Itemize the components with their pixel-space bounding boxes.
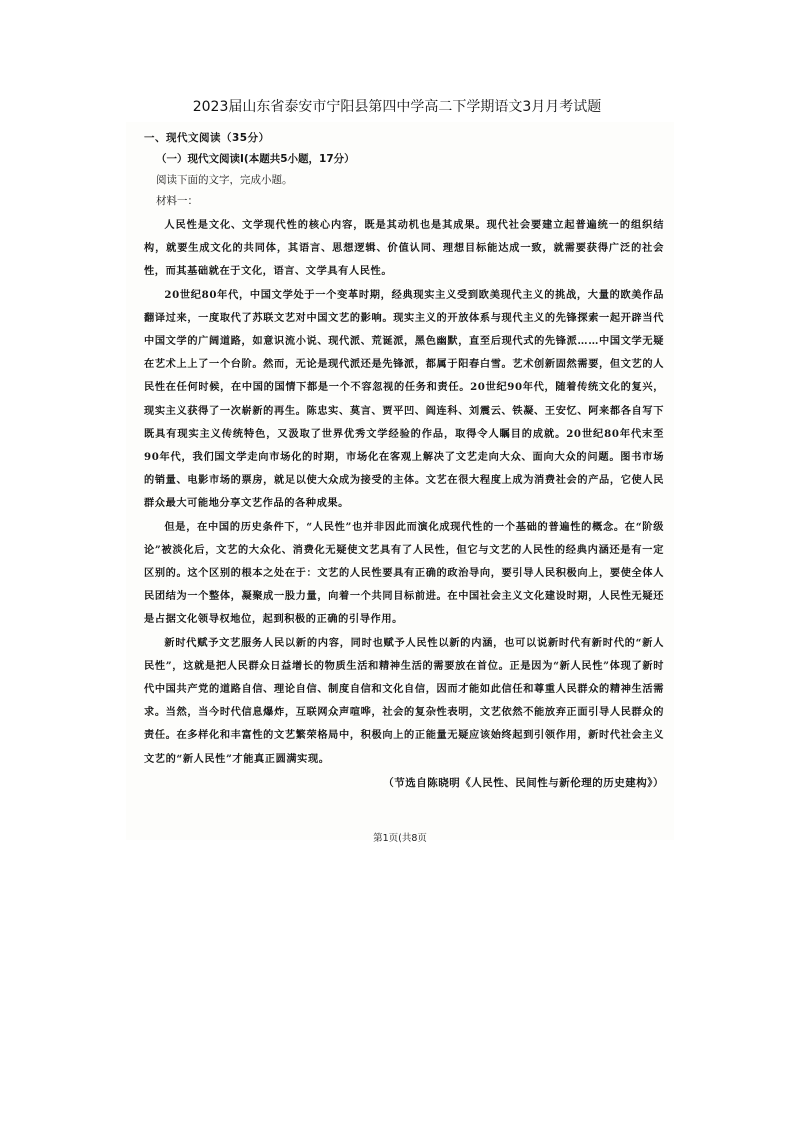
- scanned-page: [126, 122, 674, 844]
- material-label: 材料一：: [156, 195, 198, 207]
- paragraph: 但是，在中国的历史条件下，“人民性”也并非因此而演化成现代性的一个基础的普遍性的概念。在“阶级论”被淡化后，文艺的大众化、消费化无疑使文艺具有了人民性，但它与文艺的人民性的经典内涵还是有一定区别的。这个区别的根本之处在于：文艺的人民性要具有正确的政治导向，要引导人民积极向上，要使全体人民团结为一个整体，凝聚成一股力量，向着一个共同目标前进。在中国社会主义文化建设时期，人民性无疑还是占据文化领导权地位，起到积极的正确的引导作用。: [144, 520, 664, 626]
- subsection-heading: （一）现代文阅读Ⅰ(本题共5小题，17分）: [156, 153, 355, 165]
- paragraph: 人民性是文化、文学现代性的核心内容，既是其动机也是其成果。现代社会要建立起普遍统一的组织结构，就要生成文化的共同体，其语言、思想逻辑、价值认同、理想目标能达成一致，就需要获得广泛的社会性，而其基础就在于文化，语言、文学具有人民性。: [144, 219, 664, 278]
- page-footer: 第1页(共8页: [373, 833, 427, 844]
- section-heading: 一、现代文阅读（35分）: [144, 132, 270, 144]
- source-citation: （节选自陈晓明《人民性、民间性与新伦理的历史建构》）: [383, 776, 664, 789]
- paragraph: 新时代赋予文艺服务人民以新的内容，同时也赋予人民性以新的内涵，也可以说新时代有新时代的“新人民性”，这就是把人民群众日益增长的物质生活和精神生活的需要放在首位。正是因为“新人民性”体现了新时代中国共产党的道路自信、理论自信、制度自信和文化自信，因而才能如此信任和尊重人民群众的精神生活需求。当然，当今时代信息爆炸，互联网众声喧哗，社会的复杂性表明，文艺依然不能放弃正面引导人民群众的责任。在多样化和丰富性的文艺繁荣格局中，积极向上的正能量无疑应该始终起到引领作用，新时代社会主义文艺的“新人民性”才能真正圆满实现。: [144, 636, 664, 765]
- paragraph: 20世纪80年代，中国文学处于一个变革时期，经典现实主义受到欧美现代主义的挑战，大量的欧美作品翻译过来，一度取代了苏联文艺对中国文艺的影响。现实主义的开放体系与现代主义的先锋探索一起开辟当代中国文学的广阔道路，如意识流小说、现代派、荒诞派，黑色幽默，直至后现代式的先锋派……中国文学无疑在艺术上上了一个台阶。然而，无论是现代派还是先锋派，都属于阳春白雪。艺术创新固然需要，但文艺的人民性在任何时候，在中国的国情下都是一个不容忽视的任务和责任。20世纪90年代，随着传统文化的复兴，现实主义获得了一次崭新的再生。陈忠实、莫言、贾平凹、阎连科、刘震云、铁凝、王安忆、阿来都各自写下既具有现实主义传统特色，又汲取了世界优秀文学经验的作品，取得令人瞩目的成就。20世纪80年代末至90年代，我们国文学走向市场化的时期，市场化在客观上解决了文艺走向大众、面向大众的问题。图书市场的销量、电影市场的票房，就足以使大众成为接受的主体。文艺在很大程度上成为消费社会的产品，它使人民群众最大可能地分享文艺作品的各种成果。: [144, 288, 664, 510]
- instruction-text: 阅读下面的文字，完成小题。: [156, 174, 293, 186]
- scanned-content: [144, 130, 664, 790]
- page-title: 2023届山东省泰安市宁阳县第四中学高二下学期语文3月月考试题: [192, 99, 602, 115]
